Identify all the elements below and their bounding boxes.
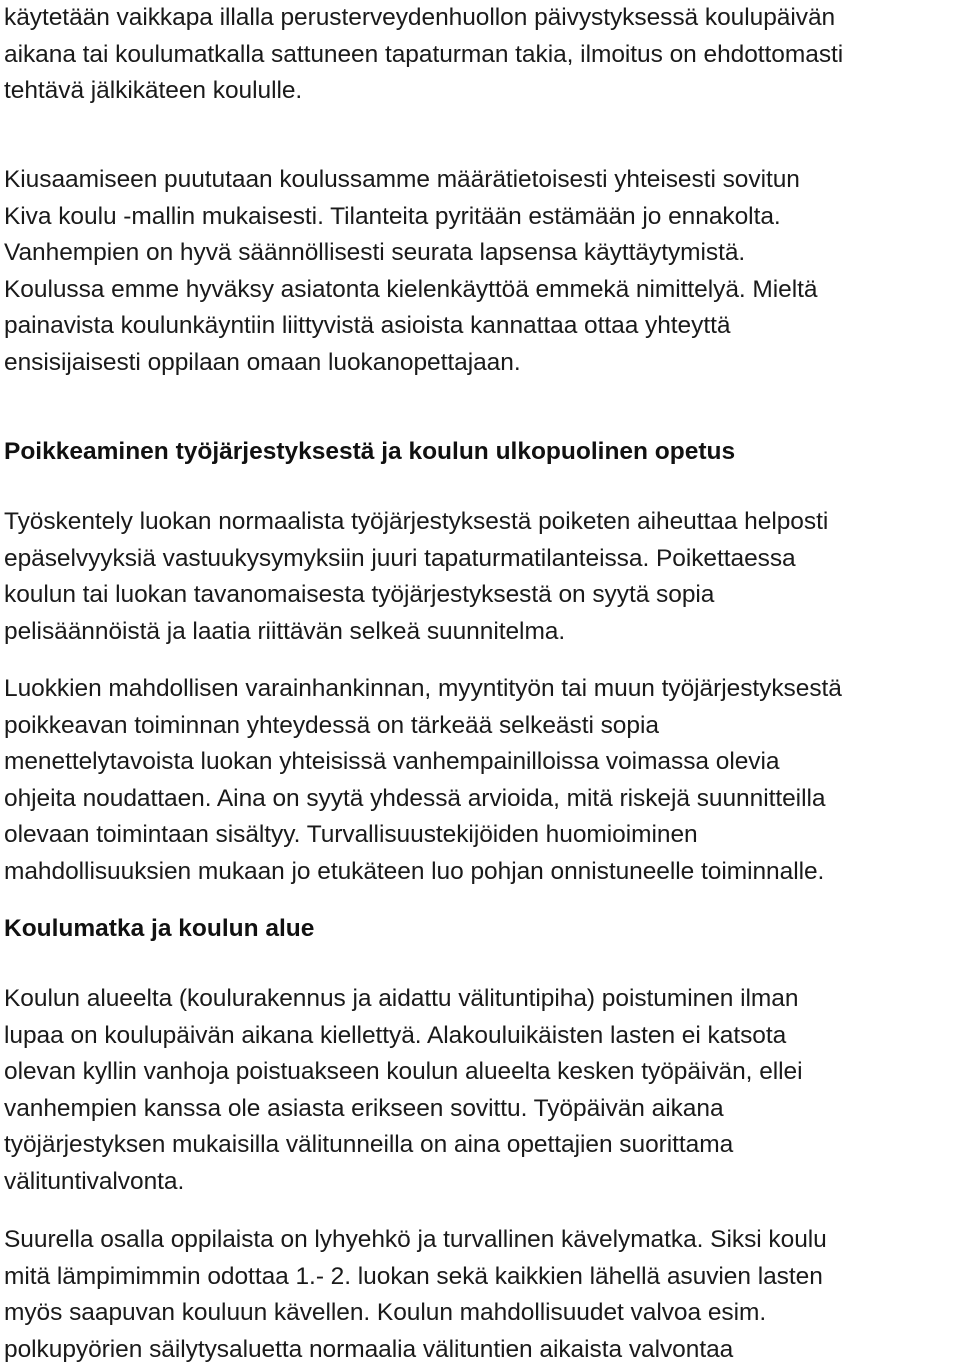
text-line: epäselvyyksiä vastuukysymyksiin juuri tapaturmatilanteissa. Poikettaessa — [4, 544, 796, 572]
section-2-paragraph-1 — [4, 981, 956, 1201]
text-line: olevaan toimintaan sisältyy. Turvallisuustekijöiden huomioiminen — [4, 821, 698, 849]
paragraph-intro-1 — [4, 0, 956, 110]
text-line: poikkeavan toiminnan yhteydessä on tärkeää selkeästi sopia — [4, 711, 659, 739]
text-line: menettelytavoista luokan yhteisissä vanhempainilloissa voimassa olevia — [4, 748, 780, 776]
section-heading: Poikkeaminen työjärjestyksestä ja koulun ulkopuolinen opetus — [4, 438, 736, 465]
text-line: ohjeita noudattaen. Aina on syytä yhdessä arvioida, mitä riskejä suunnitteilla — [4, 784, 826, 812]
text-line: painavista koulunkäyntiin liittyvistä asioista kannattaa ottaa yhteyttä — [4, 312, 731, 340]
text-line: vanhempien kanssa ole asiasta erikseen sovittu. Työpäivän aikana — [4, 1094, 724, 1122]
text-line: välituntivalvonta. — [4, 1167, 185, 1195]
section-1-paragraph-2 — [4, 671, 956, 891]
text-line: mitä lämpimimmin odottaa 1.- 2. luokan sekä kaikkien lähellä asuvien lasten — [4, 1262, 823, 1290]
text-line: mahdollisuuksien mukaan jo etukäteen luo pohjan onnistuneelle toiminnalle. — [4, 857, 825, 885]
text-line: olevan kyllin vanhoja poistuakseen koulun alueelta kesken työpäivän, ellei — [4, 1058, 803, 1086]
text-line: koulun tai luokan tavanomaisesta työjärjestyksestä on syytä sopia — [4, 581, 715, 609]
text-line: Luokkien mahdollisen varainhankinnan, myyntityön tai muun työjärjestyksestä — [4, 675, 842, 702]
section-2-paragraph-2 — [4, 1222, 956, 1368]
text-line: Kiusaamiseen puututaan koulussamme määrätietoisesti yhteisesti sovitun — [4, 166, 800, 193]
text-line: käytetään vaikkapa illalla perusterveydenhuollon päivystyksessä koulupäivän — [4, 4, 836, 31]
section-1-paragraph-1 — [4, 504, 956, 650]
text-line: työjärjestyksen mukaisilla välitunneilla on aina opettajien suorittama — [4, 1131, 734, 1159]
text-line: Suurella osalla oppilaista on lyhyehkö ja turvallinen kävelymatka. Siksi koulu — [4, 1226, 827, 1253]
text-line: ensisijaisesti oppilaan omaan luokanopettajaan. — [4, 348, 521, 376]
text-line: Koulussa emme hyväksy asiatonta kielenkäyttöä emmekä nimittelyä. Mieltä — [4, 275, 818, 303]
text-line: tehtävä jälkikäteen koululle. — [4, 77, 303, 105]
section-heading: Koulumatka ja koulun alue — [4, 915, 315, 942]
text-line: Kiva koulu -mallin mukaisesti. Tilanteita pyritään estämään jo ennakolta. — [4, 202, 781, 230]
section-heading-1 — [4, 434, 956, 471]
section-heading-2 — [4, 911, 956, 948]
text-line: aikana tai koulumatkalla sattuneen tapaturman takia, ilmoitus on ehdottomasti — [4, 40, 844, 68]
text-line: pelisäännöistä ja laatia riittävän selkeä suunnitelma. — [4, 617, 566, 645]
paragraph-intro-2 — [4, 162, 956, 382]
text-line: Vanhempien on hyvä säännöllisesti seurata lapsensa käyttäytymistä. — [4, 239, 746, 267]
text-line: polkupyörien säilytysaluetta normaalia välituntien aikaista valvontaa — [4, 1335, 734, 1363]
text-line: lupaa on koulupäivän aikana kiellettyä. Alakouluikäisten lasten ei katsota — [4, 1021, 787, 1049]
text-line: Koulun alueelta (koulurakennus ja aidattu välituntipiha) poistuminen ilman — [4, 985, 799, 1012]
text-line: Työskentely luokan normaalista työjärjestyksestä poiketen aiheuttaa helposti — [4, 508, 829, 535]
text-line: myös saapuvan kouluun kävellen. Koulun mahdollisuudet valvoa esim. — [4, 1299, 767, 1327]
